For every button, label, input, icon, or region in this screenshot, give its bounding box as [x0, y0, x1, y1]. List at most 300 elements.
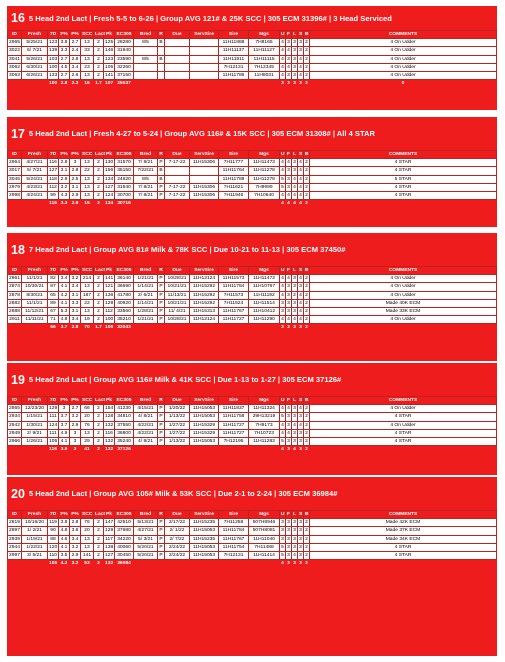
- totals-cell: 70: [81, 324, 94, 332]
- table-cell: 3: [70, 438, 81, 446]
- totals-cell: 3: [281, 325, 284, 331]
- lot-title: 7 Head 2nd Lact | Group AVG 81# Milk & 78K SCC | Due 10-21 to 11-13 | 305 ECM 37450#: [28, 245, 346, 254]
- totals-cell: 2: [94, 446, 104, 454]
- column-header: ServSire: [190, 511, 219, 519]
- column-header: S: [299, 268, 303, 273]
- table-cell: 2: [94, 535, 104, 543]
- lot-section: [7, 117, 497, 227]
- table-cell: Made 42K ECM: [310, 519, 497, 527]
- column-header: U: [281, 512, 285, 517]
- table-cell: 3: [293, 406, 296, 412]
- table-cell: 2: [94, 405, 104, 413]
- table-cell: 3: [299, 439, 302, 445]
- table-row: [8, 316, 497, 324]
- table-cell: 3.2: [70, 275, 81, 283]
- table-cell: P: [159, 292, 163, 298]
- table-cell: 3: [281, 536, 284, 542]
- table-cell: 42510: [115, 519, 134, 527]
- table-cell: 129: [105, 300, 114, 306]
- table-cell: 2: [94, 519, 104, 527]
- table-cell: 3.2: [70, 543, 81, 551]
- column-header: ID: [8, 151, 22, 159]
- table-cell: 4: [293, 176, 296, 182]
- column-header: COMMENTS: [310, 151, 497, 159]
- table-cell: 4 On Udder: [310, 72, 497, 80]
- table-row: [8, 405, 497, 413]
- column-header: Pk: [104, 397, 115, 405]
- lot-section: [7, 363, 497, 475]
- table-cell: 3.1: [70, 183, 81, 191]
- table-header-row: [8, 31, 497, 39]
- table-cell: Made 34K ECM: [310, 535, 497, 543]
- table-cell: 4: [287, 430, 290, 436]
- table-cell: 34220: [115, 535, 134, 543]
- table-cell: 13: [81, 159, 94, 167]
- column-header: 7D: [48, 267, 59, 275]
- table-cell: 31540: [115, 183, 134, 191]
- totals-cell: [219, 80, 249, 88]
- lot-section: [7, 233, 497, 361]
- table-cell: 3: [299, 528, 302, 534]
- table-cell: 2882: [9, 300, 20, 306]
- table-cell: 112: [49, 184, 57, 190]
- column-header: ServSire: [190, 267, 219, 275]
- table-cell: 3: [287, 284, 290, 290]
- table-cell: 121: [105, 284, 114, 290]
- table-cell: 4.1: [59, 543, 70, 551]
- table-cell: 10/21/21: [165, 299, 190, 307]
- column-header: L: [293, 398, 296, 403]
- table-cell: 2: [305, 520, 308, 526]
- table-cell: 3.1: [59, 167, 70, 175]
- totals-cell: 105: [49, 561, 58, 567]
- totals-cell: 3.3: [59, 200, 70, 208]
- column-header: Lact: [95, 268, 106, 273]
- table-cell: 112: [105, 309, 113, 315]
- column-header: R: [159, 32, 163, 37]
- table-cell: 3: [281, 309, 284, 315]
- table-cell: 4: [293, 553, 296, 559]
- column-header: Sire: [219, 511, 249, 519]
- column-header: Mgs: [249, 31, 280, 39]
- table-cell: 2: [305, 317, 308, 323]
- table-cell: 4 On Udder: [310, 405, 497, 413]
- table-cell: 7H9999: [249, 183, 280, 191]
- table-cell: 2934: [9, 414, 20, 420]
- totals-cell: [134, 80, 158, 88]
- table-cell: 31570: [115, 159, 134, 167]
- column-header: EC305: [115, 31, 134, 39]
- table-cell: 11H15292: [190, 299, 219, 307]
- column-header: Lact: [95, 32, 106, 37]
- column-header: S: [299, 512, 303, 517]
- table-cell: 66: [81, 405, 94, 413]
- table-cell: 4/ 8/21: [134, 438, 158, 446]
- totals-cell: [219, 446, 249, 454]
- column-header: Bred: [134, 31, 158, 39]
- table-cell: Made 37K ECM: [310, 527, 497, 535]
- table-cell: 3: [299, 48, 302, 54]
- table-cell: 4.1: [59, 283, 70, 291]
- table-cell: 3: [293, 168, 296, 174]
- table-cell: 2: [94, 167, 104, 175]
- totals-cell: [249, 80, 280, 88]
- table-cell: 3: [293, 64, 296, 70]
- table-cell: 2: [94, 283, 104, 291]
- table-cell: P: [159, 284, 163, 290]
- table-cell: 31940: [115, 47, 134, 55]
- table-cell: 4: [293, 184, 296, 190]
- table-cell: 19: [81, 316, 94, 324]
- table-cell: 128: [105, 414, 114, 420]
- table-cell: 4: [287, 317, 290, 323]
- table-cell: 2979: [9, 184, 20, 190]
- table-cell: 2: [305, 414, 308, 420]
- table-cell: 2942: [9, 422, 20, 428]
- totals-cell: 100: [49, 81, 58, 87]
- table-cell: 37550: [115, 421, 134, 429]
- table-cell: B: [159, 56, 163, 62]
- totals-cell: [158, 200, 165, 208]
- table-cell: 3: [59, 405, 70, 413]
- table-cell: 4 STAR: [310, 543, 497, 551]
- table-cell: 1/27/22: [165, 421, 190, 429]
- table-cell: 3: [287, 40, 290, 46]
- table-cell: [190, 47, 219, 55]
- table-cell: 3: [287, 292, 290, 298]
- table-cell: 41230: [115, 405, 134, 413]
- totals-cell: 2: [305, 561, 308, 567]
- totals-cell: [158, 560, 165, 568]
- totals-cell: 2: [94, 560, 104, 568]
- column-header: L: [293, 152, 296, 157]
- table-cell: 11H11784: [219, 527, 249, 535]
- table-cell: 125: [105, 40, 114, 46]
- totals-cell: 16: [81, 80, 94, 88]
- table-row: [8, 159, 497, 167]
- table-cell: 4.3: [59, 192, 70, 200]
- column-header: U: [281, 398, 285, 403]
- column-header: R: [159, 152, 163, 157]
- table-cell: 3: [293, 536, 296, 542]
- table-cell: 2997: [9, 553, 20, 559]
- table-row: [8, 192, 497, 200]
- table-cell: 1/13/22: [165, 438, 190, 446]
- table-cell: 13: [81, 183, 94, 191]
- table-cell: 11H15306: [190, 192, 219, 200]
- table-cell: 3: [299, 40, 302, 46]
- table-cell: 3: [293, 520, 296, 526]
- table-cell: 2966: [9, 439, 20, 445]
- column-header: SCC: [82, 398, 93, 403]
- totals-cell: [249, 200, 280, 208]
- table-cell: 1/22/21: [22, 543, 48, 551]
- table-cell: P: [159, 544, 163, 550]
- column-header: Due: [165, 267, 190, 275]
- totals-row: [8, 324, 497, 332]
- table-cell: 11H11137: [219, 47, 249, 55]
- table-cell: 6/26/21: [22, 72, 48, 80]
- column-header: P%: [71, 512, 79, 517]
- table-cell: 103: [49, 56, 58, 62]
- table-cell: [158, 72, 165, 80]
- table-cell: [165, 39, 190, 47]
- table-cell: 3.2: [59, 183, 70, 191]
- column-header: F: [287, 398, 290, 403]
- table-cell: 3: [287, 439, 290, 445]
- table-cell: 3022: [9, 48, 20, 54]
- column-header: ID: [8, 31, 22, 39]
- table-cell: 2.5: [70, 175, 81, 183]
- totals-cell: 2: [305, 81, 308, 87]
- table-header-row: [8, 511, 497, 519]
- table-cell: 4: [287, 160, 290, 166]
- table-cell: 4: [281, 422, 284, 428]
- table-cell: 11H15053: [190, 413, 219, 421]
- table-cell: 111: [49, 414, 57, 420]
- totals-cell: [190, 80, 219, 88]
- table-cell: 3: [293, 48, 296, 54]
- table-cell: 3: [281, 520, 284, 526]
- table-cell: 4/22/21: [134, 429, 158, 437]
- table-cell: 7H11946: [219, 192, 249, 200]
- table-cell: [134, 63, 158, 71]
- totals-cell: 132: [105, 447, 114, 453]
- table-cell: 5: [281, 176, 284, 182]
- table-cell: 7H12345: [249, 63, 280, 71]
- column-header: Fresh: [22, 267, 48, 275]
- column-header: F: [287, 512, 290, 517]
- table-row: [8, 72, 497, 80]
- table-row: [8, 438, 497, 446]
- table-cell: 3: [281, 300, 284, 306]
- table-cell: 7H10640: [249, 192, 280, 200]
- table-cell: 11/12/21: [22, 308, 48, 316]
- table-cell: 3: [281, 528, 284, 534]
- table-cell: 11H11911: [219, 55, 249, 63]
- totals-cell: 53: [81, 560, 94, 568]
- table-cell: 8/30/21: [22, 291, 48, 299]
- totals-cell: [22, 446, 48, 454]
- table-cell: 4: [299, 176, 302, 182]
- table-cell: 111: [49, 430, 57, 436]
- table-cell: 4: [287, 193, 290, 199]
- table-cell: 507H8081: [249, 527, 280, 535]
- totals-cell: 3.2: [70, 560, 81, 568]
- table-cell: 3: [293, 160, 296, 166]
- table-cell: 10/16/20: [22, 519, 48, 527]
- table-cell: 13: [81, 535, 94, 543]
- totals-row: [8, 560, 497, 568]
- table-cell: 3: [293, 276, 296, 282]
- table-cell: 11H11837: [219, 405, 249, 413]
- table-cell: P: [159, 439, 163, 445]
- table-cell: P: [159, 553, 163, 559]
- table-cell: 35240: [115, 438, 134, 446]
- table-cell: 36800: [115, 429, 134, 437]
- column-header: Pk: [104, 151, 115, 159]
- table-cell: 2/ 6/21: [134, 291, 158, 299]
- table-cell: 105: [49, 439, 58, 445]
- table-cell: 99: [48, 192, 59, 200]
- table-cell: 7H10723: [249, 429, 280, 437]
- table-cell: 7H11258: [219, 519, 249, 527]
- table-cell: 11H11278: [249, 175, 280, 183]
- column-header: 7D: [48, 511, 59, 519]
- table-cell: 37150: [115, 72, 134, 80]
- table-cell: 36140: [115, 275, 134, 283]
- table-cell: 4: [293, 193, 296, 199]
- table-cell: 4/ 8/21: [134, 413, 158, 421]
- table-row: [8, 275, 497, 283]
- column-header: Bred: [134, 267, 158, 275]
- table-cell: 1/21/21: [134, 275, 158, 283]
- table-cell: 1/19/21: [22, 535, 48, 543]
- table-cell: 3.6: [70, 527, 81, 535]
- totals-cell: 1.7: [95, 81, 102, 87]
- table-cell: 4: [281, 193, 284, 199]
- lot-number: 18: [11, 242, 25, 257]
- table-cell: 4 STAR: [310, 159, 497, 167]
- table-cell: 3: [287, 528, 290, 534]
- table-cell: 5: [281, 553, 284, 559]
- lot-number: 19: [11, 372, 25, 387]
- table-cell: 123: [49, 40, 58, 46]
- table-cell: 2/ 9/21: [22, 429, 48, 437]
- column-header: B: [305, 398, 309, 403]
- table-cell: 7-17-22: [165, 192, 190, 200]
- column-header: COMMENTS: [310, 267, 497, 275]
- lot-section: [7, 6, 497, 110]
- table-cell: 4: [299, 317, 302, 323]
- column-header: P%: [71, 268, 79, 273]
- column-header: SCC: [82, 512, 93, 517]
- table-cell: 40060: [115, 543, 134, 551]
- column-header: Sire: [219, 31, 249, 39]
- table-cell: 2: [94, 47, 104, 55]
- table-cell: 87: [48, 283, 59, 291]
- table-cell: 2949: [9, 430, 20, 436]
- totals-cell: 4: [293, 201, 296, 207]
- table-cell: 4: [281, 284, 284, 290]
- totals-cell: 2.8: [70, 324, 81, 332]
- table-cell: 11H11115: [249, 55, 280, 63]
- column-header: F%: [60, 268, 68, 273]
- table-cell: 2: [293, 292, 296, 298]
- column-header: 7D: [48, 31, 59, 39]
- totals-cell: 36984: [115, 560, 134, 568]
- table-cell: 2911: [9, 317, 20, 323]
- table-header-row: [8, 151, 497, 159]
- table-cell: 5/26/21: [22, 55, 48, 63]
- column-header: Lact: [95, 512, 106, 517]
- table-cell: P: [159, 528, 163, 534]
- table-cell: 4 On Udder: [310, 63, 497, 71]
- totals-cell: [165, 446, 190, 454]
- totals-cell: [8, 446, 22, 454]
- table-cell: P: [159, 300, 163, 306]
- table-cell: 1/15/21: [22, 413, 48, 421]
- table-cell: 20: [81, 527, 94, 535]
- totals-cell: 107: [105, 81, 114, 87]
- table-cell: 11H8031: [249, 72, 280, 80]
- table-cell: 7H11621: [219, 183, 249, 191]
- table-cell: 187: [81, 291, 94, 299]
- column-header: Bred: [134, 397, 158, 405]
- table-cell: 3.3: [70, 299, 81, 307]
- column-header: ID: [8, 511, 22, 519]
- table-cell: 154: [105, 406, 114, 412]
- column-header: U: [281, 268, 285, 273]
- column-header: Due: [165, 511, 190, 519]
- table-cell: 4: [281, 64, 284, 70]
- table-cell: 3: [299, 430, 302, 436]
- table-cell: 2964: [9, 160, 20, 166]
- totals-cell: [165, 200, 190, 208]
- table-row: [8, 39, 497, 47]
- lot-number: 16: [11, 11, 25, 25]
- table-cell: 3: [299, 536, 302, 542]
- table-cell: B: [159, 176, 163, 182]
- table-cell: 2965: [9, 40, 20, 46]
- totals-cell: 3: [287, 81, 290, 87]
- table-cell: 3.4: [70, 63, 81, 71]
- totals-cell: [134, 446, 158, 454]
- table-cell: 71: [48, 316, 59, 324]
- table-cell: 3: [287, 536, 290, 542]
- table-cell: 11H15306: [190, 183, 219, 191]
- table-cell: 13: [81, 72, 94, 80]
- table-cell: 29: [81, 438, 94, 446]
- table-cell: 4 STAR: [310, 167, 497, 175]
- table-cell: 105: [105, 64, 114, 70]
- column-header: Fresh: [22, 397, 48, 405]
- column-header: EC305: [115, 397, 134, 405]
- totals-cell: 2: [94, 200, 104, 208]
- table-cell: 4 On Udder: [310, 316, 497, 324]
- totals-cell: 3.7: [59, 324, 70, 332]
- table-cell: 4: [299, 56, 302, 62]
- table-cell: 3.7: [59, 413, 70, 421]
- table-cell: 3/ 5/21: [22, 552, 48, 560]
- table-cell: 11H12124: [190, 316, 219, 324]
- table-cell: 2.9: [70, 192, 81, 200]
- table-cell: 124: [49, 422, 58, 428]
- totals-cell: [8, 324, 22, 332]
- table-cell: 35210: [115, 316, 134, 324]
- totals-cell: 15: [81, 200, 94, 208]
- column-header: F%: [60, 398, 68, 403]
- lot-table: [7, 150, 497, 208]
- table-cell: 1/30/21: [22, 421, 48, 429]
- table-cell: P: [159, 160, 163, 166]
- table-cell: 40920: [115, 299, 134, 307]
- column-header: F%: [60, 32, 68, 37]
- totals-cell: 0: [310, 80, 497, 88]
- table-cell: 3: [293, 544, 296, 550]
- table-cell: P: [159, 422, 163, 428]
- table-cell: 4: [299, 193, 302, 199]
- table-cell: 3: [293, 284, 296, 290]
- table-cell: 20: [81, 413, 94, 421]
- totals-cell: 2.8: [59, 80, 70, 88]
- table-cell: 3045: [9, 176, 20, 182]
- column-header: R: [159, 268, 163, 273]
- table-cell: 3.7: [59, 421, 70, 429]
- totals-cell: [8, 200, 22, 208]
- lot-title: 5 Head 2nd Lact | Group AVG 105# Milk & 53K SCC | Due 2-1 to 2-24 | 305 ECM 36984#: [28, 489, 338, 498]
- table-cell: 4 On Udder: [310, 39, 497, 47]
